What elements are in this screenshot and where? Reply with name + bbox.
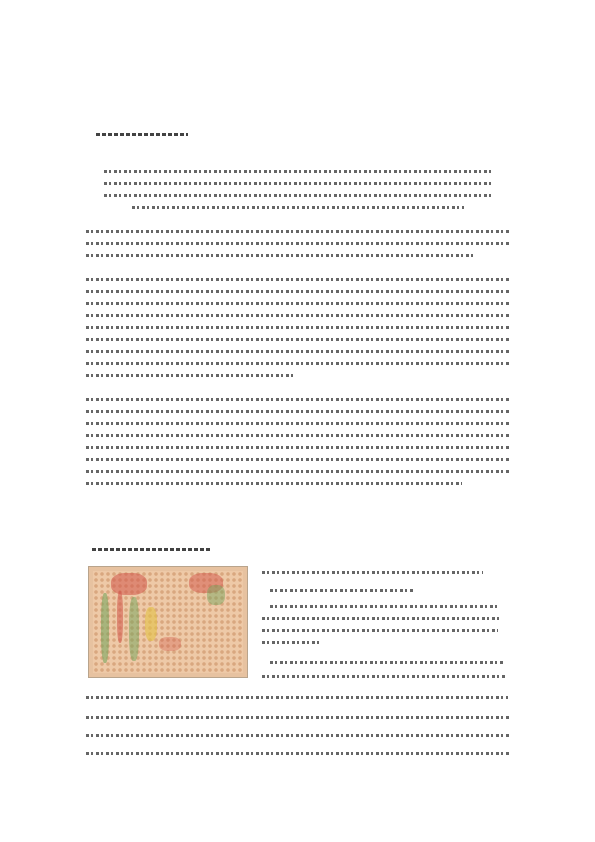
yellow-spot-cluster <box>145 607 157 641</box>
red-spot-cluster <box>111 573 147 595</box>
paragraph-line <box>262 639 320 646</box>
paragraph-line <box>86 732 510 739</box>
paragraph-line <box>86 694 508 701</box>
paragraph-line <box>262 615 499 622</box>
paragraph-line <box>86 420 510 427</box>
red-spot-cluster <box>159 637 181 651</box>
paragraph-line <box>86 480 462 487</box>
green-spot-column <box>129 597 139 661</box>
paragraph-line <box>86 372 296 379</box>
figure-subtitle <box>270 587 414 594</box>
paragraph-line <box>86 336 510 343</box>
paragraph-line <box>86 228 510 235</box>
paragraph-line <box>132 204 464 211</box>
paragraph-line <box>86 456 510 463</box>
paragraph-line <box>104 192 491 199</box>
red-spot-column <box>117 591 123 643</box>
paragraph-line <box>86 714 510 721</box>
paragraph-line <box>86 396 510 403</box>
section-heading <box>92 546 212 553</box>
paragraph-line <box>104 168 491 175</box>
figure-caption <box>262 569 483 576</box>
microarray-image <box>88 566 248 678</box>
paragraph-line <box>86 360 510 367</box>
paragraph-line <box>270 659 504 666</box>
paragraph-line <box>104 180 491 187</box>
paragraph-line <box>86 288 510 295</box>
paragraph-line <box>86 324 510 331</box>
paragraph-line <box>86 432 510 439</box>
section-heading <box>96 131 188 138</box>
green-spot-cluster <box>207 585 225 605</box>
paragraph-line <box>86 276 510 283</box>
paragraph-line <box>270 603 499 610</box>
paragraph-line <box>86 468 510 475</box>
paragraph-line <box>86 312 510 319</box>
paragraph-line <box>86 444 510 451</box>
paragraph-line <box>86 240 510 247</box>
paragraph-line <box>86 348 510 355</box>
paragraph-line <box>86 750 510 757</box>
green-spot-column <box>101 593 109 663</box>
paragraph-line <box>86 300 510 307</box>
paragraph-line <box>262 627 498 634</box>
paragraph-line <box>86 252 474 259</box>
paragraph-line <box>262 673 505 680</box>
paragraph-line <box>86 408 510 415</box>
